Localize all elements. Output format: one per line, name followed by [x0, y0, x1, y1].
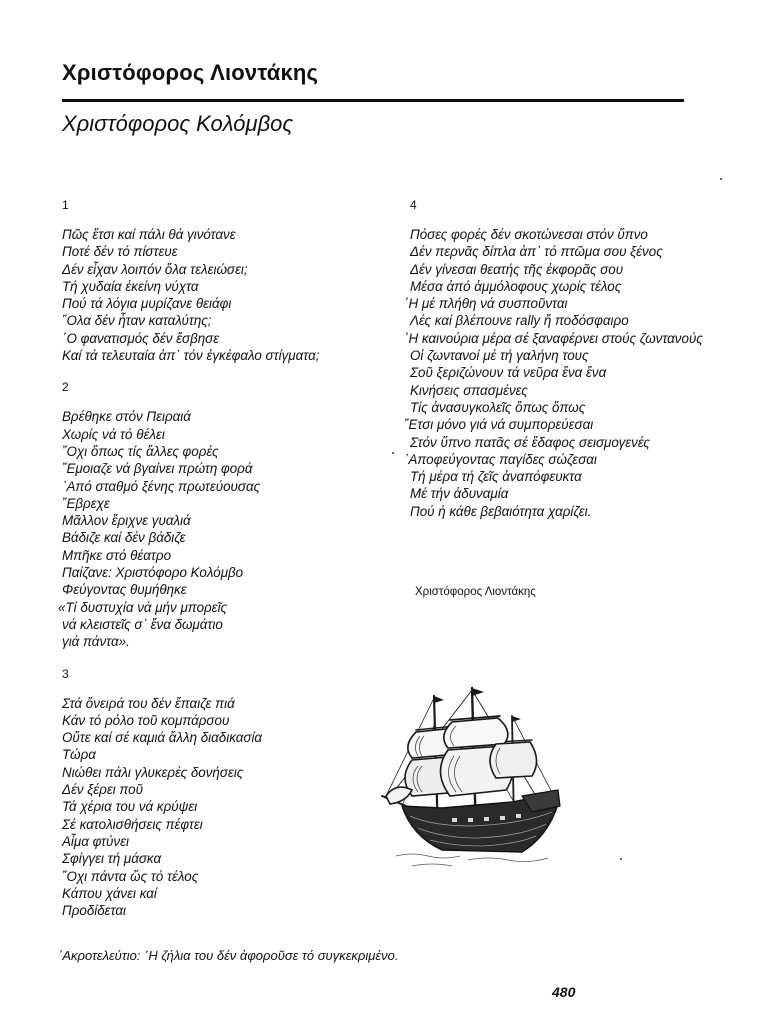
verse-line: Δέν ξέρει ποῦ [62, 782, 143, 798]
verse-line: Μέ τήν ἀδυναμία [410, 486, 509, 502]
page-number: 480 [552, 984, 576, 1000]
verse-line: Καί τά τελευταία ἀπ᾿ τόν ἐγκέφαλο στίγματα; [62, 348, 320, 364]
verse-line: Χωρίς νά τό θέλει [62, 426, 165, 442]
verse-line: Φεύγοντας θυμήθηκε [62, 582, 187, 598]
section-2 [58, 379, 397, 650]
verse-line: Μπῆκε στό θέατρο [62, 547, 172, 563]
verse-line: Παίζανε: Χριστόφορο Κολόμβο [62, 565, 244, 581]
verse-line: νά κλειστεῖς σ᾿ ἕνα δωμάτιο [62, 616, 223, 632]
right-column [404, 197, 780, 535]
verse-line: ῾Η μέ πλήθη νά συσποῦνται [404, 296, 568, 312]
verse-line: Βάδιζε καί δέν βάδιζε [62, 530, 186, 546]
verse-line: ῞Ολα δέν ἦταν καταλύτης; [62, 313, 212, 329]
section-1 [62, 197, 397, 364]
verse-line: ῾Η καινούρια μέρα σέ ξαναφέρνει στούς ζωντανούς [404, 330, 703, 346]
verse-line: Κάν τό ρόλο τοῦ κομπάρσου [62, 712, 230, 728]
verse-line: Δέν περνᾶς δίπλα ἀπ᾿ τό πτῶμα σου ξένος [410, 244, 663, 260]
verse-line: Λές καί βλέπουνε rally ἤ ποδόσφαιρο [410, 313, 629, 329]
poem-title: Χριστόφορος Κολόμβος [62, 111, 294, 136]
verse-line: Βρέθηκε στόν Πειραιά [62, 409, 191, 425]
verse-line: ῎Εμοιαζε νά βγαίνει πρώτη φορά [62, 461, 253, 477]
verse-line: Τά χέρια του νά κρύψει [62, 799, 198, 815]
scan-speck [620, 858, 622, 860]
verse-line: Πού τά λόγια μυρίζανε θειάφι [62, 296, 232, 312]
scan-speck [720, 178, 722, 180]
verse-line: Κάπου χάνει καί [62, 885, 157, 901]
verse-line: Τή μέρα τή ζεῖς ἀναπόφευκτα [410, 469, 582, 485]
signature: Χριστόφορος Λιοντάκης [415, 586, 536, 598]
verse-line: Αἷμα φτύνει [62, 833, 129, 849]
section-4 [404, 197, 780, 520]
sailing-ship-illustration [372, 686, 572, 872]
verse-line: Μᾶλλον ἔριχνε γυαλιά [62, 513, 191, 529]
verse-line: Κινήσεις σπασμένες [410, 382, 528, 398]
verse-line: Μέσα ἀπό ἀμμόλοφους χωρίς τέλος [410, 278, 622, 294]
verse-line: Ποτέ δέν τό πίστευε [62, 244, 178, 260]
verse-line: ῎Ετσι μόνο γιά νά συμπορεύεσαι [404, 417, 594, 433]
verse-line: Πῶς ἔτσι καί πάλι θά γινότανε [62, 227, 236, 242]
verse-line: Στά ὄνειρά του δέν ἔπαιζε πιά [62, 695, 235, 711]
section-number: 2 [62, 380, 69, 395]
verse-line: ᾿Αποφεύγοντας παγίδες σώζεσαι [404, 451, 597, 467]
verse-line: Δέν γίνεσαι θεατής τῆς ἐκφορᾶς σου [410, 261, 624, 277]
verse-line: Σφίγγει τή μάσκα [62, 851, 162, 867]
stanza-4 [404, 226, 780, 520]
verse-line: Πού ἡ κάθε βεβαιότητα χαρίζει. [410, 503, 592, 519]
verse-line: ᾿Από σταθμό ξένης πρωτεύουσας [62, 478, 261, 494]
title-rule [62, 99, 684, 102]
verse-line: Τώρα [62, 747, 96, 763]
section-number: 3 [62, 666, 69, 681]
verse-line: Τή χυδαία ἐκείνη νύχτα [62, 278, 199, 294]
scan-speck [392, 452, 394, 454]
verse-line: Στόν ὕπνο πατᾶς σέ ἔδαφος σεισμογενές [410, 434, 650, 450]
verse-line: Νιώθει πάλι γλυκερές δονήσεις [62, 764, 244, 780]
stanza-2 [58, 408, 397, 650]
verse-line: Σέ κατολισθήσεις πέφτει [62, 816, 203, 832]
author-name: Χριστόφορος Λιοντάκης [62, 60, 319, 85]
verse-line: Οἱ ζωντανοί μέ τή γαλήνη τους [410, 348, 589, 364]
verse-line: «Τί δυστυχία νά μήν μπορεῖς [58, 599, 228, 615]
verse-line: Πόσες φορές δέν σκοτώνεσαι στόν ὕπνο [410, 227, 648, 242]
left-column [58, 197, 397, 934]
verse-line: ῾Ο φανατισμός δέν ἔσβησε [62, 330, 220, 346]
footnote: ᾿Ακροτελεύτιο: ῾Η ζήλια του δέν ἀφοροῦσε τό συγκεκριμένο. [58, 948, 399, 963]
verse-line: ῎Οχι πάντα ὥς τό τέλος [62, 868, 199, 884]
verse-line: Σοῦ ξεριζώνουν τά νεῦρα ἕνα ἕνα [410, 365, 607, 381]
verse-line: Προδίδεται [62, 903, 126, 919]
verse-line: Δέν εἶχαν λοιπόν ὅλα τελειώσει; [62, 261, 248, 277]
stanza-3 [62, 695, 397, 920]
verse-line: ῎Οχι ὅπως τίς ἄλλες φορές [62, 443, 219, 459]
verse-line: Τίς ἀνασυγκολεῖς ὅπως ὅπως [410, 399, 586, 415]
section-number: 4 [410, 198, 417, 212]
verse-line: γιά πάντα». [62, 634, 130, 650]
verse-line: ῎Εβρεχε [62, 495, 110, 511]
section-number: 1 [62, 198, 69, 212]
stanza-1 [62, 226, 397, 364]
verse-line: Οὔτε καί σέ καμιά ἄλλη διαδικασία [62, 730, 263, 746]
section-3 [62, 666, 397, 920]
